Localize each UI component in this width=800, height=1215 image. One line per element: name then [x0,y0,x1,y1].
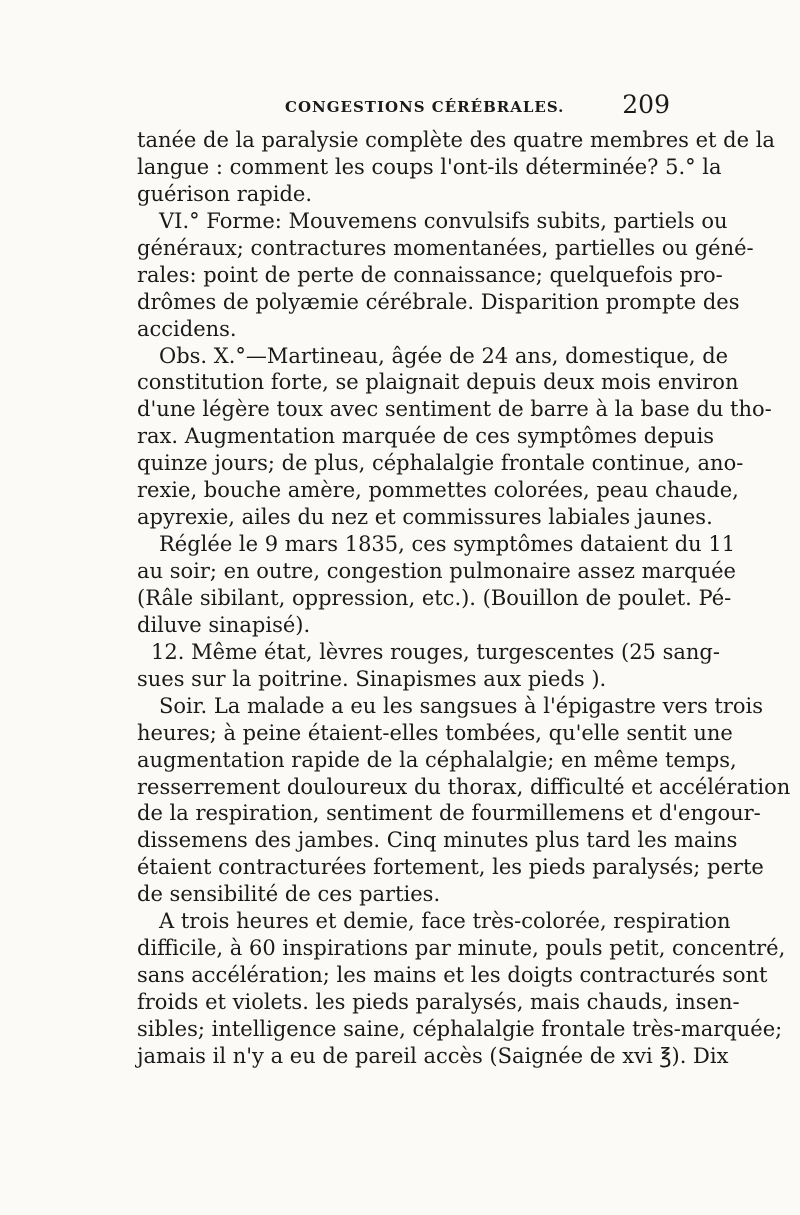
text-line: au soir; en outre, congestion pulmonaire assez marquée [137,559,736,583]
text-line: rales: point de perte de connaissance; quelquefois pro- [137,262,723,287]
text-line: (Râle sibilant, oppression, etc.). (Bouillon de poulet. Pé- [137,585,732,610]
text-line: froids et violets. les pieds paralysés, mais chauds, insen- [137,990,740,1014]
text-line: Réglée le 9 mars 1835, ces symptômes dataient du 11 [159,532,736,557]
text-line: étaient contracturées fortement, les pieds paralysés; perte [137,855,764,880]
text-line: quinze jours; de plus, céphalalgie frontale continue, ano- [137,451,744,476]
text-line: A trois heures et demie, face très-colorée, respiration [159,909,731,934]
text-line: rexie, bouche amère, pommettes colorées, peau chaude, [137,478,739,503]
text-line: jamais il n'y a eu de pareil accès (Saignée de xvi ℥). Dix [137,1043,729,1068]
running-head: CONGESTIONS CÉRÉBRALES. [285,98,565,116]
text-line: de sensibilité de ces parties. [137,882,441,907]
text-line: accidens. [137,316,237,341]
page-number: 209 [622,90,670,119]
text-line: guérison rapide. [137,181,313,206]
text-line: augmentation rapide de la céphalalgie; en même temps, [137,747,737,772]
text-line: sues sur la poitrine. Sinapismes aux pieds ). [137,666,607,691]
page-header [137,90,670,120]
text-line: diluve sinapisé). [137,612,311,637]
text-line: constitution forte, se plaignait depuis deux mois environ [137,370,739,395]
text-line: Soir. La malade a eu les sangsues à l'épigastre vers trois [159,693,764,718]
text-line: Obs. X.°—Martineau, âgée de 24 ans, domestique, de [159,343,729,368]
text-line: 12. Même état, lèvres rouges, turgescentes (25 sang- [151,639,720,664]
body-text [137,127,791,1070]
text-line: heures; à peine étaient-elles tombées, qu'elle sentit une [137,720,733,745]
text-line: difficile, à 60 inspirations par minute, pouls petit, concentré, [137,936,786,961]
text-line: dissemens des jambes. Cinq minutes plus tard les mains [137,828,738,853]
text-line: généraux; contractures momentanées, partielles ou géné- [137,235,754,260]
text-line: langue : comment les coups l'ont-ils déterminée? 5.° la [137,154,722,179]
text-line: sans accélération; les mains et les doigts contracturés sont [137,963,768,988]
text-line: sibles; intelligence saine, céphalalgie frontale très-marquée; [137,1016,783,1041]
text-line: d'une légère toux avec sentiment de barre à la base du tho- [137,397,772,422]
text-line: apyrexie, ailes du nez et commissures labiales jaunes. [137,505,713,530]
text-line: resserrement douloureux du thorax, difficulté et accélération [137,774,791,799]
text-line: VI.° Forme: Mouvemens convulsifs subits, partiels ou [159,208,728,233]
text-line: drômes de polyæmie cérébrale. Disparition prompte des [137,289,740,314]
text-line: rax. Augmentation marquée de ces symptômes depuis [137,424,715,449]
text-line: de la respiration, sentiment de fourmillemens et d'engour- [137,801,761,826]
text-line: tanée de la paralysie complète des quatre membres et de la [137,128,775,152]
